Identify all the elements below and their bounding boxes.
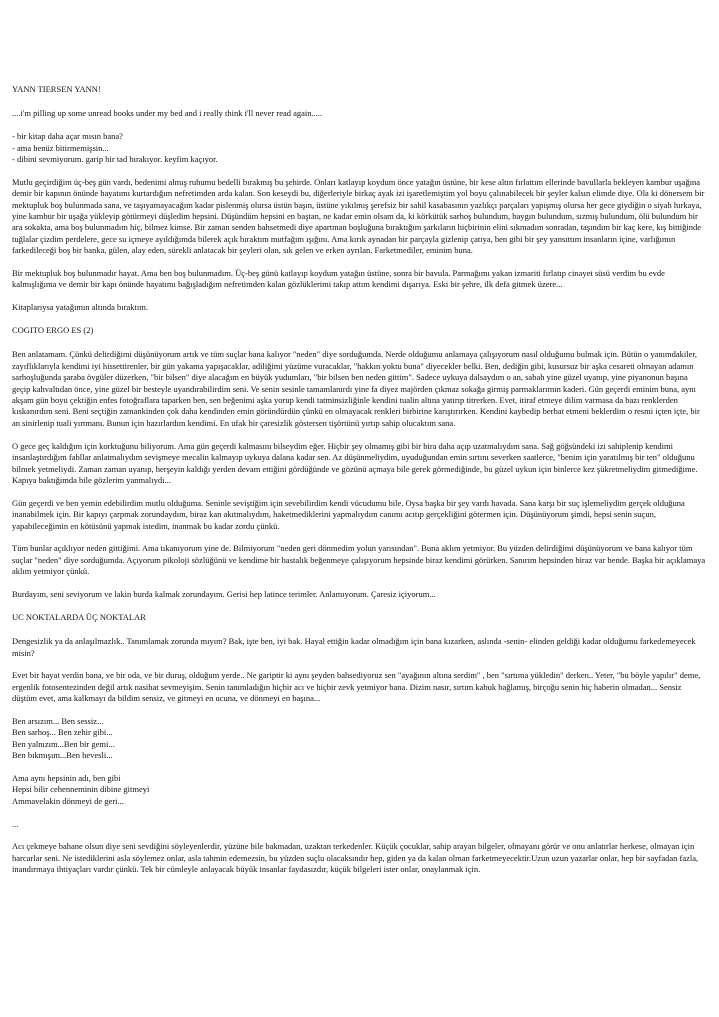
paragraph: Evet bir hayat verdin bana, ve bir oda, ve bir duruş, olduğum yerde.. Ne gariptir ki aynı şeyden bahsediyoruz sen "ayağının altına serdim" , ben "sırtıma yükledin" derken.. Yeter, "bu böyle yapılır" deme, ergenlik fotosentezinden değil artık nasihat sevmeyişim. Senin tanımladığın hiçbir acı ve hiçbir zevk yetmiyor bana. Dizim nasır, sırtım kabuk bağlamış, birçoğu senin hiç haberin olmadan... Sensiz düştüm evet, ama kalkmayı da bildim sensiz, ve gitmeyi en ucuna, ve dönmeyi en başına...: [12, 670, 701, 704]
paragraph: Acı çekmeye bahane olsun diye seni sevdiğini söyleyenlerdir, yüzüne bile bakmadan, uzaktan terkedenler. Küçük çocuklar, sahip arayan bilgeler, olmayanı görür ve onu anlatırlar herkese, olmayan için harcarlar seni. Ne istediklerini asla söylemez onlar, asla tahmin edemezsin, bu yüzden suçlu olacaksındır hep, giden ya da kalan olman farketmeyecektir.Uzun uzun yazarlar onlar, hep bir sayfadan fazla, inandırmaya ihtiyaçları vardır çünkü. Tek bir cümleyle anlayacak büyük insanlar faydasızdır, küçük bilgeleri ister onlar, onaylanmak için.: [12, 841, 699, 875]
paragraph: - bir kitap daha açar mısın bana? - ama henüz bitirmemişsin... - dibini sevmiyorum. garip bir tad bırakıyor. keyfim kaçıyor.: [12, 131, 218, 165]
paragraph: Ben arsızım... Ben sessiz... Ben sarhoş... Ben zehir gibi... Ben yalnızım...Ben bir gemi... Ben bıkmışım...Ben hevesli...: [12, 715, 115, 761]
paragraph: ....i'm pilling up some unread books under my bed and i really think i'll never read again.....: [12, 108, 323, 119]
section-heading: YANN TIERSEN YANN!: [12, 84, 101, 94]
paragraph: Mutlu geçirdiğim üç-beş gün vardı, bedenimi almış ruhumu bedelli bırakmış bu şehirde. Onları katlayıp koydum önce yatağın üstüne, bir kese altın fırlattım ellerinde bavullarla bekleyen kambur uşağına demir bir kapının önünde hayatımı kurtardığım nefretimden arda kalan. Son keseydi bu, diğerleriyle birkaç ayak izi işaretlemiştim yol boyu çalınabilecek bir şeyler kalsın elimde diye. Ola ki dönersem bir mektupluk boş bulunmada sana, ve taşıyamayacağım kadar pislenmiş olursa üstün başın, üstüne yıkılmış şerefsiz bir sahil kasabasının yazlıkçı parçaları yapışmış olursa her gece giydiğin o siyah hırkaya, yine kambur bir uşağa yükleyip götürmeyi düşledim hepsini. Düşündüm hepsini en baştan, ne kadar emin olsam da, ki körkütük sarhoş bulundum, baygın bulundum, sızmış bulundum, ölü bulundum bir ara sokakta, ama boş bulunmadım hiç, bilmez kimse. Bir zaman senden bahsetmedi diye apartman boşluğuna bıraktığım şarkıların hiçbirinin elini sıkmadım sonradan, taşındım bir kaç kere, kış bittiğinde tuğlalar çizdim perdelere, gece su içmeye ayıldığımda bilerek açık bıraktım mutfağım ışığını. Ama kırık aynadan bir parçayla gizlenip çatıya, ben gibi bir şey yansıttım insanların içine, varlığımın farkedileceği boş bir banka, gülen, alay eden, sürekli anlatacak bir şeyleri olan, sık gelen ve erken ayrılan. Farketmediler, eminim buna.: [12, 176, 705, 256]
section-heading: UC NOKTALARDA ÜÇ NOKTALAR: [12, 611, 146, 622]
paragraph: Bir mektupluk boş bulunmadır hayat. Ama ben boş bulunmadım. Üç-beş günü katlayıp koydum yatağın üstüne, sonra bir bavula. Parmağımı yakan izmariti fırlatıp cinayet süsü verdim bu evde kalmışlığıma ve demir bir kapı önünde hayatımı bağışladığım nefretimden kalan gözlüklerimi takıp attım kendimi dışarıya. Eski bir şehre, ilk defa gitmek üzere...: [12, 268, 665, 290]
document-body: [12, 84, 706, 887]
paragraph: ...: [12, 818, 19, 829]
section-heading: COGITO ERGO ES (2): [12, 325, 94, 336]
paragraph: Ben anlatamam. Çünkü delirdiğimi düşünüyorum artık ve tüm suçlar bana kalıyor "neden" diye sorduğumda. Nerde olduğumu anlamaya çalışıyorum nasıl olduğumu bulmak için. Bütün o yanımdakiler, zayıflıklarıyla kendimi iyi hissettirenler, bir gün yakama yapışacaklar, adiliğimi yüzüme vuracaklar, "hakkın yoktu buna" diyecekler belki. Ben, dediğin gibi, kusursuz bir aşka cesareti olmayan adamın sarhoşluğunda şaraba övgüler düzerken, "bir bilsen" diye alacağım en büyük yudumları, "bir bilsen ben neden gittim". Sadece uykuya dalsaydım o an, sabah yine güzel uyanıp, yine piyanonun başına geçip kahvaltıdan önce, yine güzel bir besteyle uyandırabilirdim seni. Ve senin sesinle tamamlanırdı yine fa diyez majörden çıkmaz sokağa girmiş parmaklarımın kaderi. Gün geçerdi eminim buna, aynı akşam gün boyu çektiğin enfes fotoğraflara taparken ben, sen beğenimi aşka yorup kendi tatminsizliğinle kendini tualin altına yatırıp titrerken. Evet, itiraf etmeye dilim varmasa da bazı renklerden kıskanırdım seni. Beni seçtiğin zamankinden çok daha kendinden emin göründürdün çünkü en olmayacak renkleri birbirine karıştırırken. Kendini kaybedip berbat etmeni beklerdim o resmi içten içte, bir an sinirlenip tuali yırtmanı. Bunun için hazırlardım kendimi. En ufak bir çaresizlik göstersen tişörtünü yırtıp sahip olucaktım sana.: [12, 349, 700, 428]
paragraph: Kitaplarıysa yatağımın altında bıraktım.: [12, 302, 148, 313]
paragraph: Dengesizlik ya da anlaşılmazlık.. Tanımlamak zorunda mıyım? Bak, işte ben, iyi bak. Hayal ettiğin kadar olmadığım için bana kızarken, aslında -senin- elinden geldiği kadar olduğumu farkedemeyecek misin?: [12, 636, 696, 658]
paragraph: Gün geçerdi ve ben yemin edebilirdim mutlu olduğuma. Seninle seviştiğim için sevebilirdim kendi vücudumu bile. Oysa başka bir şey vardı havada. Sana karşı bir suç işlemeliydim gerçek olduğuna inanabilmek için. Bir kapıyı çarpmak zorundaydım, biraz kan akıtmalıydım, haketmediklerini yapmalıydım canımı acıtıp gerçekliğini götermen için. Düşünüyorum şimdi, hepsi senin suçun, yapabileceğimin en kötüsünü yapmak istedim, inanmak bu kadar zordu çünkü.: [12, 497, 685, 531]
paragraph: Tüm bunlar açıklıyor neden gittiğimi. Ama tıkanıyorum yine de. Bilmiyorum "neden geri dönmedim yolun yarısından". Buna aklım yetmiyor. Bu yüzden delirdiğimi düşünüyorum ve bana kalıyor tüm suçlar "neden" diye sorduğumda. Açıyorum pikoloji sözlüğünü ve kendime bir hastalık beğenmeye çalışıyorum hepsinde biraz kendimi görürken. Sanırım hepsinden biraz var bende. Başka bir açıklamaya aklım yetmiyor çünkü.: [12, 543, 706, 577]
paragraph: Burdayım, seni seviyorum ve lakin burda kalmak zorundayım. Gerisi hep latince terimler. Anlamıyorum. Çaresiz içiyorum...: [12, 588, 436, 599]
paragraph: O gece geç kaldığım için korktuğunu biliyorum. Ama gün geçerdi kalmasını bilseydim eğer. Hiçbir şey olmamış gibi bir bira daha açıp uzatmalıydım sana. Sağ göğsündeki izi sahiplenip kendimi insanlaştırdığım fabllar anlatmalıydım sevişmeye mecalin kalmayıp uykuya dalana kadar sen. Az düşünmeliydim, uyuduğundan emin sırtını severken saatlerce, "benim için yaratılmış bir ten" olduğunu bilmek yetmeliydi. Zaman zaman uyanıp, herşeyin kaldığı yerden devam ettiğini gördüğünde ve gözünü açmaya bile gerek görmediğinde, bu güzel uykun için binlerce kez şükretmeliydim gitmediğime. Kapıya baktığımda bile gözlerim yanmalıydı...: [12, 440, 698, 485]
paragraph: Ama aynı hepsinin adı, ben gibi Hepsi bilir cehenneminin dibine gitmeyi Ammavelakin dönmeyi de geri...: [12, 772, 150, 806]
